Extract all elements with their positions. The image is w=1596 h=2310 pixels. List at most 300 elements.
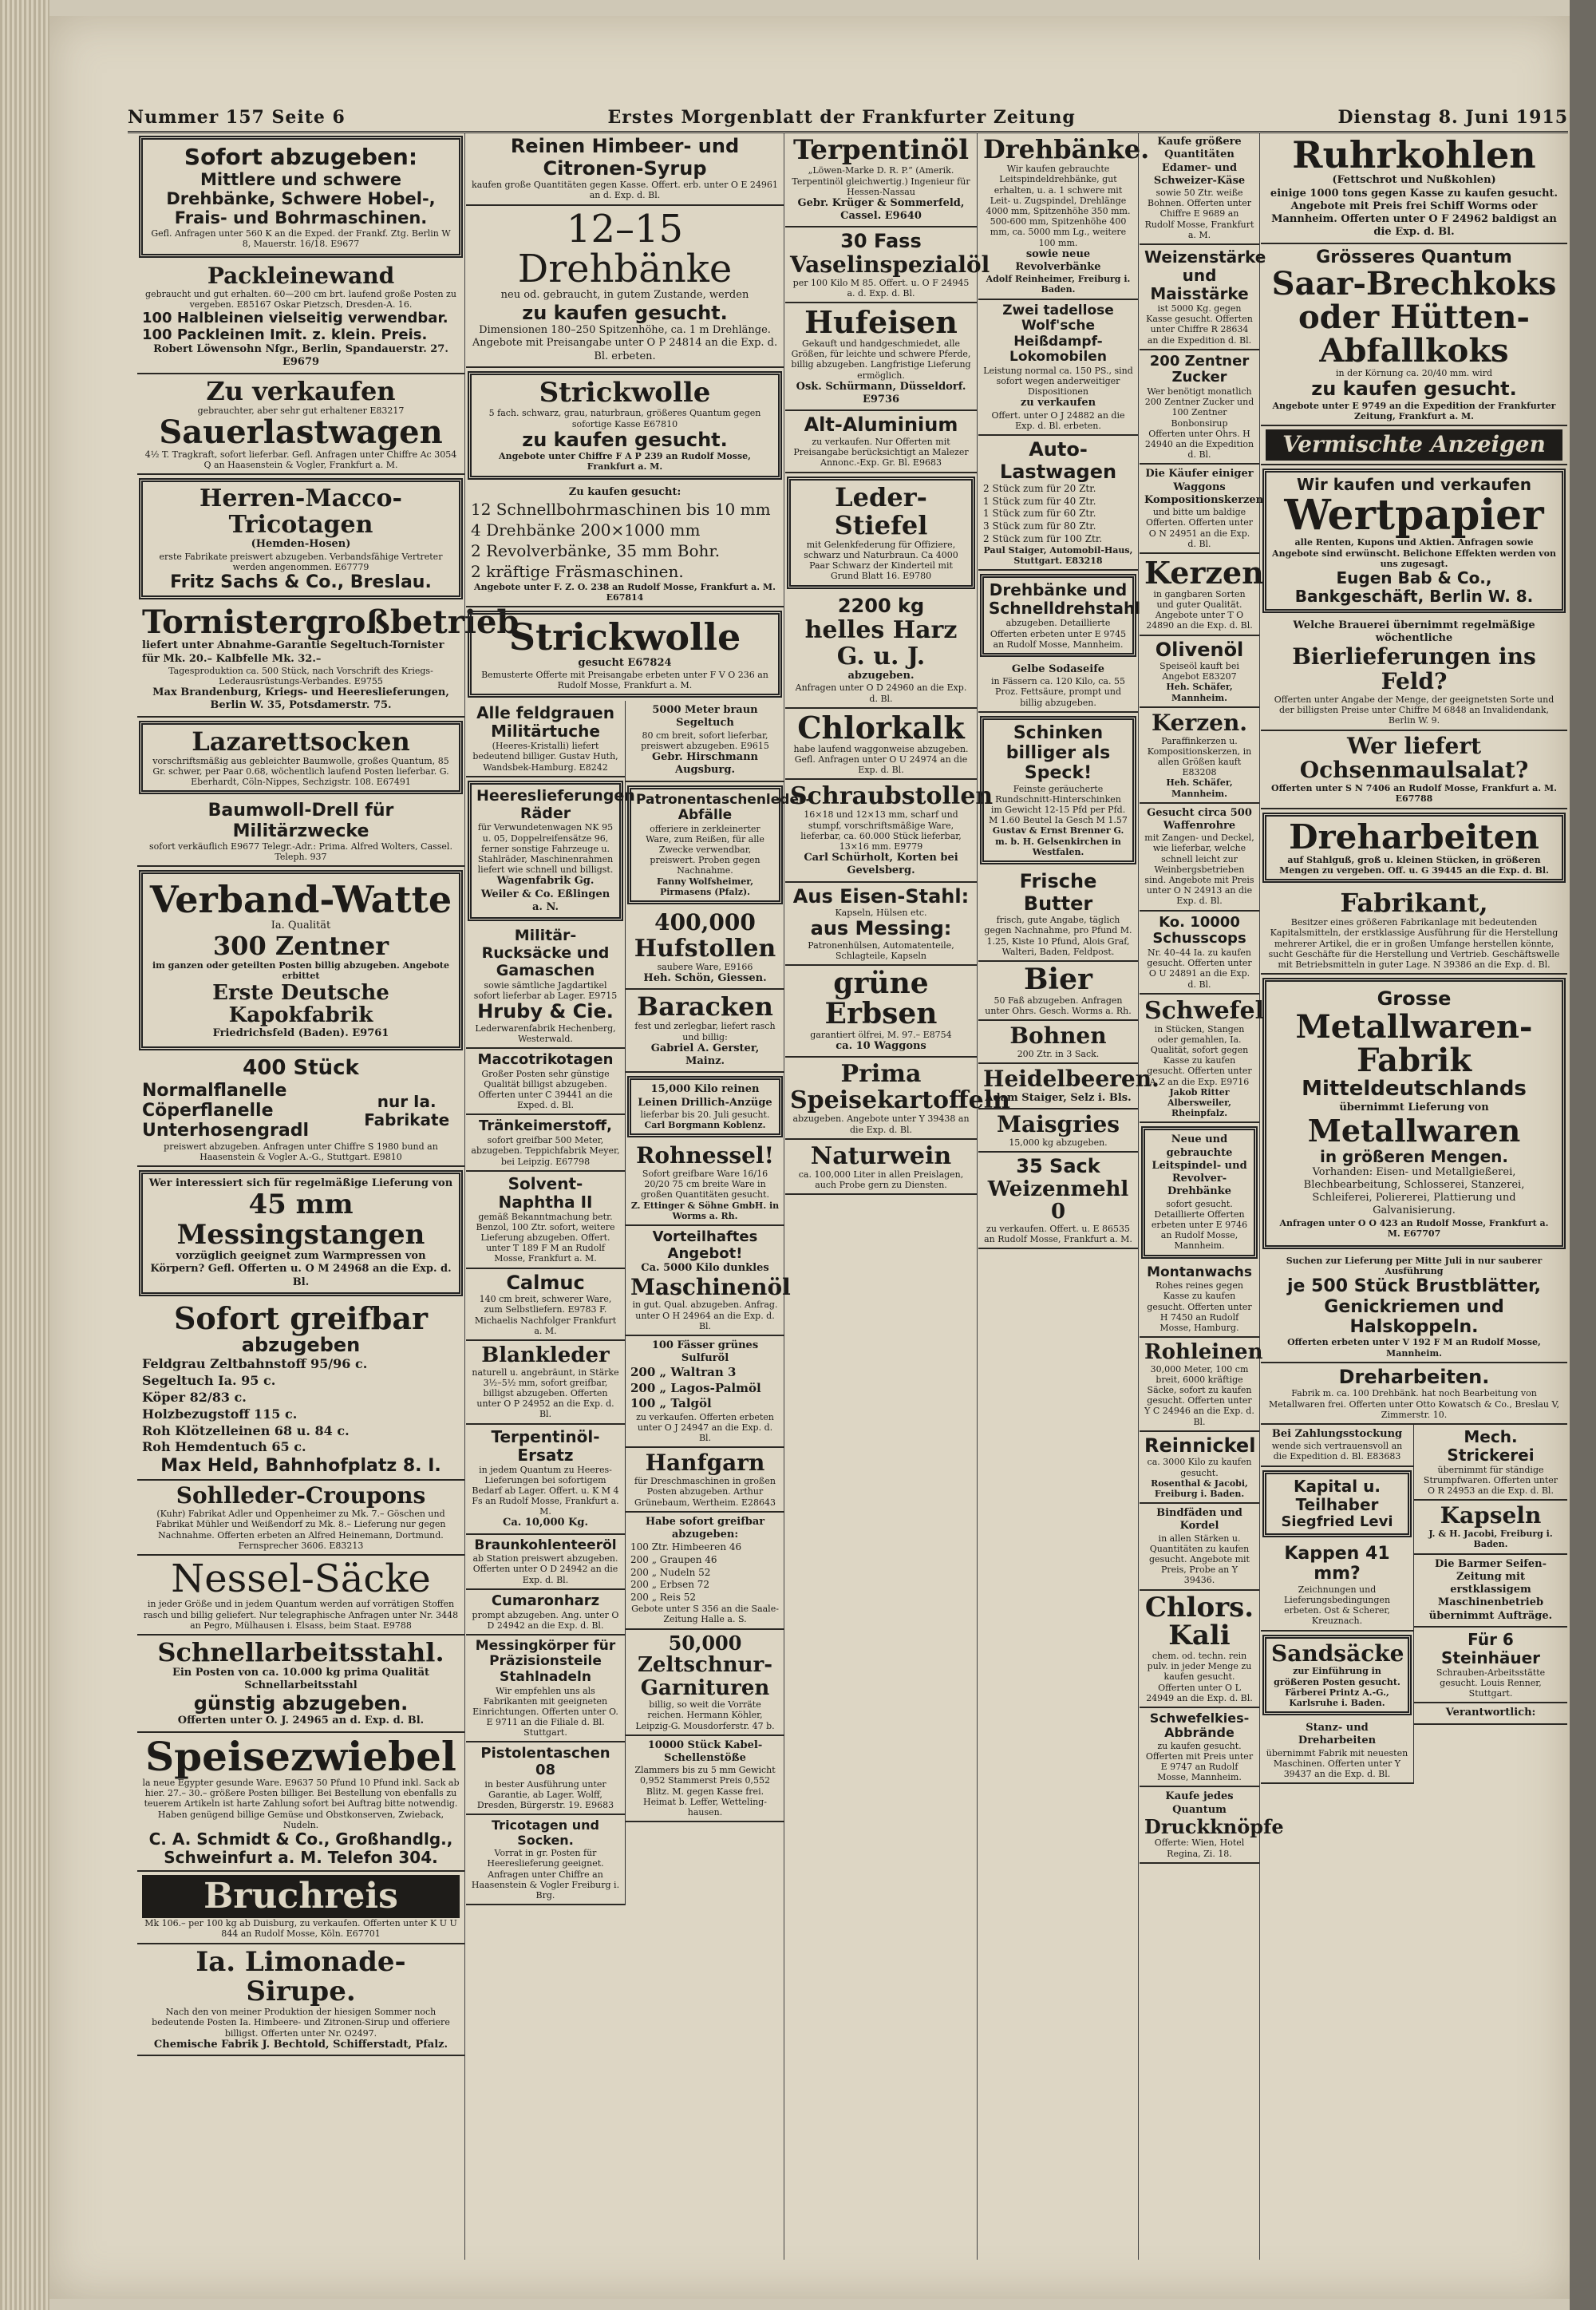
ad-firm: Gabriel A. Gerster, Mainz. — [650, 1042, 760, 1068]
ad-alt-aluminium — [785, 411, 977, 473]
ad-headline: Kaufe jedes Quantum — [1165, 1790, 1234, 1816]
ad-body: 50 Faß abzugeben. Anfragen unter Ohrs. Gesch. Worms a. Rh. — [985, 995, 1132, 1016]
ad-traenkeimerstoff — [466, 1115, 625, 1171]
ad-body: zu verkaufen. Nur Offerten mit Preisangabe berücksichtigt an Malezer Annonc.-Exp. Gr. Bl. E9683 — [793, 436, 969, 469]
ad-headline: Frische Butter — [1019, 870, 1097, 915]
ad-frische-butter — [978, 868, 1138, 962]
ad-bohnen — [978, 1021, 1138, 1064]
ad-maschinenoel — [626, 1226, 791, 1336]
ad-firm: Carl Schürholt, Korten bei Gevelsberg. — [804, 852, 958, 877]
ad-firm: Gustav & Ernst Brenner G. m. b. H. Gelsenkirchen in Westfalen. — [992, 825, 1124, 857]
ad-headline: Für 6 Steinhäuer — [1440, 1629, 1541, 1667]
ad-schwefel — [1140, 995, 1265, 1124]
ad-kapseln — [1414, 1501, 1567, 1554]
ad-headline: Kapseln — [1440, 1502, 1542, 1529]
ad-body: auf Stahlguß, groß u. kleinen Stücken, in größeren Mengen zu vergeben. Off. u. G 39445 an die Exp. d. Bl. — [1279, 854, 1549, 876]
ad-headline: Kerzen — [1144, 554, 1264, 591]
ad-headline: Montanwachs — [1147, 1264, 1252, 1280]
ad-zucker — [1140, 350, 1259, 465]
ad-contact: Robert Löwensohn Nfgr., Berlin, Spandauerstr. 27. E9679 — [153, 343, 448, 369]
ad-baracken — [626, 990, 784, 1073]
ad-bier — [978, 962, 1138, 1021]
ad-militaertuche — [466, 701, 625, 777]
ad-drillich-anzuege — [627, 1076, 783, 1137]
ad-headline: Metallwaren-Fabrik — [1295, 1007, 1533, 1079]
ad-habe-sofort-greifbar — [626, 1513, 784, 1630]
ad-headline: Gelbe Sodaseife — [1011, 663, 1105, 676]
ad-firm: Max Held, Bahnhofplatz 8. I. — [160, 1456, 441, 1477]
ad-body: la neue Egypter gesunde Ware. E9637 50 Pfund 10 Pfund inkl. Sack ab hier. 27.– 30.– größere Posten billiger. Bei Bestellung von ebenfalls zu teuerem Artikeln ist harte Zahlung sofort bei Auftrag bitte notwendig. Haben genügend billige Gemüse und Obstkonserven, Zwieback, Nudeln. — [142, 1778, 460, 1830]
ad-headline: Rohleinen — [1144, 1340, 1263, 1365]
list-item: Holzbezugstoff 115 c. — [142, 1406, 298, 1422]
ad-title: Saar-Brechkoks oder Hütten-Abfallkoks — [1271, 264, 1557, 370]
ad-region: Mitteldeutschlands — [1302, 1076, 1527, 1101]
ad-gruene-erbsen — [785, 966, 977, 1058]
ad-schwefelkies — [1140, 1708, 1259, 1788]
ad-body: 5 fach. schwarz, grau, naturbraun, größeres Quantum gegen sofortige Kasse E67810 — [488, 408, 761, 429]
ad-firm: Fritz Sachs & Co., Breslau. — [170, 572, 432, 593]
ad-title: Maschinenöl — [630, 1273, 791, 1300]
ad-wanted: zu kaufen gesucht. — [522, 301, 728, 324]
ad-headline: Sofort greifbar — [173, 1299, 429, 1336]
ad-headline: Bindfäden und Kordel — [1156, 1507, 1242, 1533]
ad-body: Mittlere und schwere Drehbänke, Schwere Hobel-, Frais- und Bohrmaschinen. — [166, 170, 436, 228]
ad-dreharbeiten — [1262, 813, 1566, 883]
ad-headline: Welche Brauerei übernimmt regelmäßige wöchentliche — [1293, 619, 1535, 645]
ad-headline: Die Käufer einiger Waggons Kompositionskerzen — [1144, 468, 1264, 506]
ad-ochsenmaulsalat — [1261, 731, 1567, 809]
ad-headline: Sohlleder-Croupons — [176, 1482, 426, 1509]
ad-headline: Pistolentaschen 08 — [480, 1745, 610, 1779]
list-item: 200 „ Lagos-Palmöl — [630, 1380, 761, 1395]
ad-headline: helles Harz G. u. J. — [804, 616, 958, 671]
ad-herren-tricotagen — [139, 478, 463, 599]
ad-headline: Auto-Lastwagen — [999, 437, 1117, 483]
ad-quantity: 2200 kg — [837, 594, 925, 617]
ad-brotbeutelstoff — [785, 1058, 1010, 1139]
ad-waffenrohre — [1140, 804, 1259, 912]
ad-firm: Carl Borgmann Koblenz. — [644, 1119, 766, 1130]
list-item: 12 Schnellbohrmaschinen bis 10 mm — [471, 499, 771, 519]
ad-heereslieferungen-raeder — [468, 781, 635, 921]
list-item: 200 „ Erbsen 72 — [630, 1579, 709, 1591]
list-item: 3 Stück zum für 80 Ztr. — [983, 520, 1096, 532]
ad-body: ist 5000 Kg. gegen Kasse gesucht. Offerten unter Chiffre R 28634 an die Expedition d. Bl. — [1146, 303, 1253, 346]
ad-firm: Rosenthal & Jacobi, Freiburg i. Baden. — [1151, 1477, 1248, 1499]
ad-contact: Offerten erbeten unter V 192 F M an Rudolf Mosse, Mannheim. — [1287, 1337, 1541, 1359]
ad-headline: Habe sofort greifbar abzugeben: — [645, 1515, 765, 1541]
ad-sodaseife — [978, 660, 1138, 713]
ad-quantity: Ca. 10,000 Kg. — [502, 1517, 588, 1529]
ad-headline: Leder-Stiefel — [834, 481, 928, 540]
ad-tornister — [137, 603, 519, 717]
ad-quantity: 35 Sack — [1016, 1155, 1100, 1178]
ad-headline: Maccotrikotagen — [477, 1051, 614, 1069]
ad-metallwaren-fabrik — [1262, 978, 1566, 1249]
ad-bruchreis — [137, 1872, 464, 1944]
ad-bierlieferungen — [1261, 616, 1567, 731]
column-6-left — [1261, 1425, 1414, 1784]
section-heading: Vermischte Anzeigen — [1266, 429, 1562, 461]
ad-body: 140 cm breit, schwerer Ware, zum Selbstliefern. E9783 F. Michaelis Nachfolger Frankfurt a. M. — [474, 1294, 617, 1336]
ad-lokomobilen — [978, 300, 1138, 436]
ad-body: zu verkaufen. Offert. u. E 86535 an Rudolf Mosse, Frankfurt a. M. — [984, 1223, 1132, 1245]
ad-body: zu kaufen gesucht. Offerten mit Preis unter E 9747 an Rudolf Mosse, Mannheim. — [1145, 1740, 1254, 1783]
ad-headline: Blankleder — [481, 1343, 610, 1367]
list-item: 200 „ Nudeln 52 — [630, 1566, 711, 1578]
ad-body: in allen Stärken u. Quantitäten zu kaufen gesucht. Angebote mit Preis, Probe an Y 39436. — [1149, 1533, 1250, 1586]
ad-braunkohlenteeroel — [466, 1535, 625, 1590]
ad-headline: Mech. Strickerei — [1447, 1426, 1535, 1465]
ad-lazarettsocken — [139, 721, 463, 795]
ad-zahlungsstockung — [1261, 1425, 1413, 1467]
ad-headline: Wertpapier — [1284, 490, 1544, 540]
ad-naturwein — [785, 1140, 977, 1195]
ad-druckknoepfe — [1140, 1787, 1284, 1863]
ad-headline: Wer liefert Ochsenmaulsalat? — [1299, 732, 1529, 784]
ad-chlorkalk — [785, 709, 977, 780]
ad-body: 4½ T. Tragkraft, sofort lieferbar. Gefl. Anfragen unter Chiffre Ac 3054 Q an Haasenstein & Vogler, Frankfurt a. M. — [144, 449, 457, 471]
ad-body: chem. od. techn. rein pulv. in jeder Menge zu kaufen gesucht. Offerten unter O L 24949 an die Exp. d. Bl. — [1146, 1650, 1253, 1703]
ad-body: übernimmt für ständige Strumpfwaren. Offerten unter O R 24953 an die Exp. d. Bl. — [1423, 1464, 1558, 1497]
list-item: 100 „ Talgöl — [630, 1396, 712, 1411]
ad-packleinewand — [137, 261, 464, 374]
ad-quantity: 30 Fass — [840, 230, 922, 253]
ad-sub: (Hemden-Hosen) — [251, 538, 351, 551]
ad-body: wende sich vertrauensvoll an die Expedition d. Bl. E83683 — [1271, 1441, 1403, 1462]
column-4 — [978, 133, 1159, 2260]
ad-body: liefert unter Abnahme-Garantie Segeltuch-Tornister für Mk. 20.– Kalbfelle Mk. 32.– — [142, 639, 444, 665]
ad-headline: Chlors. Kali — [1144, 1591, 1254, 1652]
ad-rohnessel — [626, 1141, 784, 1226]
ad-firm: Heh. Schäfer, Mannheim. — [1166, 682, 1233, 703]
ad-details: Dimensionen 180–250 Spitzenhöhe, ca. 1 m Drehlänge. Angebote mit Preisangabe unter O P 24814 an die Exp. d. Bl. erbeten. — [472, 324, 778, 362]
ad-firm: Wagenfabrik Gg. Weiler & Co. Eßlingen a. N. — [480, 875, 610, 913]
ad-title: 45 mm Messingstangen — [176, 1189, 425, 1251]
ad-products: Normalflanelle Cöperflanelle Unterhosengradl — [142, 1080, 309, 1141]
ad-body: lieferbar bis 20. Juli gesucht. — [640, 1109, 770, 1120]
ad-contact: Offert. unter O J 24882 an die Exp. d. Bl. erbeten. — [991, 409, 1125, 431]
ad-headline: Tränkeimerstoff, — [479, 1117, 612, 1135]
ad-firm: Heh. Schäfer, Mannheim. — [1166, 777, 1233, 799]
ad-headline: Ia. Limonade-Sirupe. — [196, 1945, 406, 2007]
ad-body: Wir empfehlen uns als Fabrikanten mit geeigneten Einrichtungen. Offerten unter O. E 9711 an die Filiale d. Bl. Stuttgart. — [472, 1685, 618, 1738]
ad-body: „Löwen-Marke D. R. P.“ (Amerik. Terpentinöl gleichwertig.) Ingenieur für Hessen-Nassau — [792, 165, 970, 197]
ad-headline: 12–15 Drehbänke — [517, 206, 733, 291]
ad-militaer-rucksaecke — [466, 924, 625, 1049]
ad-speisezwiebel — [137, 1733, 464, 1872]
ad-sofort-greifbar — [137, 1299, 464, 1481]
ad-headline: Dreharbeiten. — [1338, 1365, 1490, 1388]
imprint-heading: Verantwortlich: — [1445, 1707, 1536, 1719]
ad-body: Rohes reines gegen Kasse zu kaufen gesucht. Offerten unter H 7450 an Rudolf Mosse, Hamburg. — [1147, 1280, 1252, 1333]
ad-body: billig, so weit die Vorräte reichen. Hermann Köhler, Leipzig-G. Mousdorferstr. 47 b. — [635, 1699, 775, 1731]
ad-headline: Packleinewand — [207, 262, 395, 289]
ad-brustblaetter — [1261, 1252, 1567, 1363]
ad-headline: Reinnickel — [1144, 1434, 1256, 1457]
ad-schinken — [980, 716, 1136, 864]
ad-firm: Gebr. Hirschmann Augsburg. — [651, 751, 758, 777]
ad-schraubstollen — [785, 780, 994, 882]
ad-body: Offerte: Wien, Hotel Regina, Zi. 18. — [1154, 1837, 1245, 1859]
ad-body: Zlammers bis zu 5 mm Gewicht 0,952 Stammerst Preis 0,552 Blitz. M. gegen Kasse frei. Heimat b. Leffer, Wetteling-hausen. — [634, 1765, 776, 1818]
ad-truck-list — [983, 483, 1133, 545]
ad-sale: zu verkaufen — [1020, 397, 1096, 409]
ad-contact: Offerten unter Ohrs. H 24940 an die Expedition d. Bl. — [1144, 428, 1254, 461]
ad-headline: Gesucht circa 500 Waffenrohre — [1147, 806, 1252, 833]
ad-contact: Offerten unter O. J. 24965 an d. Exp. d. Bl. — [177, 1715, 425, 1727]
ad-wanted: zu kaufen gesucht. — [522, 428, 728, 451]
ad-headline: Drehbänke und Schnelldrehstahl — [989, 580, 1141, 619]
ad-headline: Tricotagen und Socken. — [492, 1818, 599, 1848]
ad-headline: Weizenstärke und Maisstärke — [1144, 247, 1266, 303]
ad-body: offeriere in zerkleinerter Ware, zum Reißen, für alle Zwecke verwendbar, preiswert. Proben gegen Nachnahme. — [646, 823, 764, 876]
ad-barmer-seifen-zeitung — [1414, 1555, 1567, 1628]
ad-body: 16×18 und 12×13 mm, scharf und stumpf, vorschriftsmäßige Ware, lieferbar, ca. 60.000 Stück lieferbar, 13×16 mm. E9779 — [800, 809, 962, 852]
ad-headline: Zeltschnur-Garnituren — [637, 1653, 773, 1700]
ad-headline: Speisezwiebel — [145, 1732, 456, 1780]
ad-address: Lederwarenfabrik Hechenberg, Westerwald. — [475, 1022, 616, 1044]
ad-headline: Kerzen. — [1151, 709, 1248, 736]
ad-headline: Fabrikant, — [1340, 888, 1488, 919]
ad-contact: Angebote unter E 9749 an die Expedition der Frankfurter Zeitung, Frankfurt a. M. — [1272, 400, 1556, 421]
ad-body: preiswert abzugeben. Anfragen unter Chiffre S 1980 bund an Haasenstein & Vogler A.-G., Stuttgart. E9810 — [164, 1141, 438, 1162]
ad-stanz-dreharbeiten — [1261, 1719, 1413, 1784]
ad-oil-list — [630, 1365, 780, 1412]
list-item: 200 „ Graupen 46 — [630, 1553, 717, 1565]
ad-sub: abzugeben — [241, 1333, 361, 1356]
ad-firm: Chemische Fabrik J. Bechtold, Schifferstadt, Pfalz. — [153, 2038, 448, 2051]
ad-body: vorzüglich geeignet zum Warmpressen von Körpern? Gefl. Offerten u. O M 24968 an die Exp. d. Bl. — [150, 1250, 452, 1288]
ad-body: und bitte um baldige Offerten. Offerten unter O N 24951 an die Exp. d. Bl. — [1145, 507, 1254, 549]
ad-wanted: sowie neue Revolverbänke — [1015, 247, 1101, 273]
column-6-split — [1261, 1425, 1567, 1784]
ad-body: in jedem Quantum zu Heeres-Lieferungen bei sofortigem Bedarf ab Lager. Offert. u. K M 4 Fs an Rudolf Mosse, Frankfurt a. M. — [472, 1464, 619, 1517]
ad-headline: Prima Speisekartoffeln — [790, 1060, 1010, 1115]
ad-headline: Schnellarbeitsstahl. — [157, 1636, 444, 1667]
ad-note: nur Ia. Fabrikate — [364, 1091, 450, 1129]
ad-body: Mk 106.– per 100 kg ab Duisburg, zu verkaufen. Offerten unter K U U 844 an Rudolf Mosse, Köln. E67701 — [144, 1918, 457, 1940]
ad-headline: Drehbänke. — [983, 134, 1150, 164]
ad-firm: Adolf Reinheimer, Freiburg i. Baden. — [986, 274, 1131, 295]
ad-body: für Dreschmaschinen in großen Posten abzugeben. Arthur Grünebaum, Wertheim. E28643 — [634, 1476, 776, 1508]
ad-firm: Hruby & Cie. — [477, 1000, 614, 1023]
ad-terpentinoel-ersatz — [466, 1425, 625, 1535]
ad-headline: Lazarettsocken — [192, 726, 410, 757]
list-item: 200 „ Reis 52 — [630, 1591, 696, 1603]
ad-body: alle Renten, Kupons und Aktien. Anfragen sowie Angebote sind erwünscht. Belichone Effekten werden von uns zugesagt. — [1272, 537, 1556, 569]
ad-weizenmehl — [978, 1153, 1138, 1249]
ad-segeltuch — [626, 701, 784, 781]
ad-contact: Gefl. Anfragen unter 560 K an die Exped. der Frankf. Ztg. Berlin W 8, Mauerstr. 16/18. E9677 — [151, 227, 451, 249]
ad-hanfgarn — [626, 1448, 784, 1512]
newspaper-title: Erstes Morgenblatt der Frankfurter Zeitung — [607, 107, 1076, 128]
ad-sandsaecke — [1262, 1635, 1412, 1716]
section-vermischte-anzeigen — [1261, 426, 1567, 465]
ad-headline: 400 Stück — [243, 1055, 359, 1080]
ad-revolver-drehbaenke — [1141, 1126, 1258, 1258]
list-item: 2 Revolverbänke, 35 mm Bohr. — [471, 540, 721, 560]
ad-body: abzugeben. Angebote unter Y 39438 an die Exp. d. Bl. — [792, 1113, 970, 1135]
ad-body: naturell u. angebräunt, in Stärke 3½–5½ mm, sofort greifbar, billigst abzugeben. Offerten unter O P 24952 an die Exp. d. Bl. — [472, 1367, 619, 1420]
ad-quantity: ca. 10 Waggons — [836, 1040, 926, 1053]
ad-headline: Aus Eisen-Stahl: — [792, 884, 970, 908]
ad-headline: Militär-Rucksäcke und Gamaschen — [481, 927, 610, 979]
ad-headline: Baracken — [637, 991, 773, 1022]
ad-body: übernimmt Fabrik mit neuesten Maschinen. Offerten unter Y 39437 an die Exp. d. Bl. — [1266, 1747, 1408, 1779]
ad-contact: Angebote unter F. Z. O. 238 an Rudolf Mosse, Frankfurt a. M. E67814 — [474, 581, 776, 603]
ad-headline: Vorteilhaftes Angebot! — [652, 1228, 758, 1262]
ad-line: 100 Halbleinen vielseitig verwendbar. — [142, 310, 448, 327]
ad-sohlleder — [137, 1481, 464, 1556]
column-3 — [785, 133, 1010, 2260]
ad-body: Vorrat in gr. Posten für Heereslieferung geeignet. Anfragen unter Chiffre an Haasenstein & Vogler Freiburg i. Brg. — [471, 1848, 620, 1901]
ad-body: (Heeres-Kristalli) liefert bedeutend billiger. Gustav Huth, Wandsbek-Hamburg. E8242 — [472, 741, 618, 773]
ad-weizenstaerke — [1140, 245, 1266, 350]
ad-sub: saubere Ware, E9166 — [657, 961, 753, 972]
ad-quantity: 400,000 — [654, 909, 756, 935]
ad-headline: Terpentinöl — [792, 134, 969, 166]
ad-firm: Jakob Ritter Albersweiler, Rheinpfalz. — [1167, 1086, 1232, 1119]
ad-offer: übernimmt Lieferung von — [1339, 1101, 1489, 1113]
ad-wanted: zu kaufen gesucht. — [1311, 378, 1517, 401]
ad-body: per 100 Kilo M 85. Offert. u. O F 24945 a. d. Exp. d. Bl. — [792, 277, 970, 299]
list-item: Segeltuch Ia. 95 c. — [142, 1373, 276, 1389]
book-binding-edge — [0, 0, 49, 2310]
ad-title: Bierlieferungen ins Feld? — [1292, 643, 1536, 695]
scan-edge — [1570, 0, 1596, 2310]
ad-body: in der Körnung ca. 20/40 mm. wird — [1336, 367, 1492, 378]
column-2 — [466, 133, 812, 2260]
ad-hufeisen — [785, 303, 977, 411]
ad-sulfuroel — [626, 1336, 784, 1449]
ad-headline: Verband-Watte — [149, 878, 452, 922]
ad-headline: Bohnen — [1009, 1022, 1107, 1050]
ad-headline: Dreharbeiten — [1289, 817, 1539, 856]
ad-headline: Nessel-Säcke — [171, 1556, 431, 1602]
ad-blankleder — [466, 1341, 625, 1425]
ad-body: Vorhanden: Eisen- und Metallgießerei, Blechbearbeitung, Schlosserei, Stanzerei, Schleiferei, Poliererei, Plattierung und Galvanisierung. — [1303, 1165, 1525, 1217]
ad-body: Großer Posten sehr günstige Qualität billigst abzugeben. Offerten unter C 39441 an die Exped. d. Bl. — [478, 1068, 613, 1111]
ad-baumwoll-drell — [137, 797, 464, 867]
ad-headline: Schwefel — [1144, 996, 1265, 1025]
ad-body: Offerten unter Angabe der Menge, der geeignetsten Sorte und der billigsten Preise unter Chiffre M 6848 an Invalidendank, Berlin W. 9. — [1274, 694, 1555, 726]
ad-sub: abzugeben. — [847, 670, 915, 682]
ad-limonade-sirupe — [137, 1944, 464, 2057]
ad-leder-stiefel — [787, 477, 975, 589]
ad-headline: Heidelbeeren. — [983, 1066, 1159, 1093]
ad-heidelbeeren — [978, 1064, 1159, 1110]
ad-headline: Rohnessel! — [636, 1142, 774, 1169]
ad-headline: Ko. 10000 Schusscops — [1152, 913, 1246, 947]
ad-body: Speiseöl kauft bei Angebot E83207 — [1159, 661, 1239, 682]
ad-body: sowie 50 Ztr. weiße Bohnen. Offerten unter Chiffre E 9689 an Rudolf Mosse, Frankfurt a. M. — [1144, 188, 1254, 240]
ad-body: Nr. 40–44 Ia. zu kaufen gesucht. Offerten unter O U 24891 an die Exp. d. Bl. — [1147, 947, 1252, 990]
ad-headline: Bei Zahlungsstockung — [1271, 1427, 1403, 1440]
ad-body: kaufen große Quantitäten gegen Kasse. Offert. erb. unter O E 24961 an d. Exp. d. Bl. — [472, 180, 778, 201]
ad-headline: Bier — [1024, 962, 1092, 996]
ad-headline: Hufeisen — [804, 304, 958, 341]
ad-edamer-kaese — [1140, 133, 1259, 245]
ad-sub: Wir kaufen und verkaufen — [1296, 474, 1531, 494]
ad-headline: 10000 Stück Kabel-Schellenstöße — [647, 1738, 763, 1765]
ad-firm: Siegfried Levi — [1281, 1513, 1393, 1530]
ad-headline: Chlorkalk — [797, 709, 965, 746]
ad-body: Besitzer eines größeren Fabrikanlage mit bedeutenden Kapitalsmitteln, der erstklassige Ausführung für die Herstellung mehrerer Artikel, die er in großen Umfange herstellen könnte, sucht Geschäfte für die Herstellung und Vertrieb. Geschäftswelle mit Betriebsmitteln in guter Lage. N 39386 an die Exp. d. Bl. — [1268, 917, 1560, 970]
ad-ruhrkohlen — [1261, 133, 1567, 244]
ad-schnelldrehstahl — [980, 574, 1141, 657]
ad-maccotrikotagen — [466, 1049, 625, 1115]
ad-body: erste Fabrikate preiswert abzugeben. Verbandsfähige Vertreter werden angenommen. E67779 — [159, 551, 443, 572]
ad-headline: Braunkohlenteeröl — [474, 1537, 617, 1553]
ad-headline: Grösseres Quantum — [1316, 247, 1512, 267]
ad-pistolentaschen — [466, 1742, 625, 1815]
ad-quantity: 300 Zentner — [212, 930, 389, 961]
ad-saar-brechkoks — [1261, 244, 1567, 426]
ad-headline: Calmuc — [506, 1271, 585, 1294]
ad-zu-kaufen-gesucht — [466, 483, 784, 608]
list-item: 200 „ Waltran 3 — [630, 1365, 737, 1380]
ad-headline: Hufstollen — [634, 934, 776, 963]
ad-headline: Bruchreis — [142, 1875, 460, 1918]
ad-headline: Patronentaschenleder-Abfälle — [636, 791, 812, 824]
ad-headline: Naturwein — [810, 1141, 952, 1170]
ad-sofort-abzugeben — [139, 136, 463, 258]
ad-body: 30,000 Meter, 100 cm breit, 6000 kräftige Säcke, sofort zu kaufen gesucht. Offerten unter Y C 24946 an die Exp. d. Bl. — [1144, 1363, 1254, 1427]
ad-headline: Schinken billiger als Speck! — [1005, 722, 1111, 784]
ad-sub: (Fettschrot und Nußkohlen) — [1332, 174, 1496, 187]
ad-body: in gut. Qual. abzugeben. Anfrag. unter O H 24964 an die Exp. d. Bl. — [632, 1299, 778, 1331]
ad-solvent-naphtha — [466, 1172, 625, 1269]
ad-sub: gesucht E67824 — [578, 656, 672, 669]
ad-line: 100 Packleinen Imit. z. klein. Preis. — [142, 326, 428, 344]
ad-terpentinoel — [785, 133, 977, 227]
ad-body: Leistung normal ca. 150 PS., sind sofort wegen anderweitiger Dispositionen — [983, 365, 1133, 398]
ad-body: frisch, gute Angabe, täglich gegen Nachnahme, pro Pfund M. 1.25, Kiste 10 Pfund, Alois Graf, Walteri, Baden, Feldpost. — [984, 915, 1132, 957]
ad-messingstangen — [139, 1170, 463, 1296]
list-item: Feldgrau Zeltbahnstoff 95/96 c. — [142, 1356, 368, 1372]
ad-body: in Fässern ca. 120 Kilo, ca. 55 Proz. Fettsäure, prompt und billig abzugeben. — [991, 676, 1125, 708]
ad-body: abzugeben. Detaillierte Offerten erbeten unter E 9745 an Rudolf Mosse, Mannheim. — [990, 618, 1127, 650]
ad-body: Offerten unter S N 7406 an Rudolf Mosse, Frankfurt a. M. E67788 — [1271, 783, 1557, 805]
ad-helles-harz — [785, 592, 977, 709]
ad-headline: Zu kaufen gesucht: — [568, 485, 681, 498]
ad-quantity: in größeren Mengen. — [1320, 1146, 1508, 1166]
ad-headline: Kappen 41 mm? — [1284, 1544, 1390, 1584]
ad-firm: Erste Deutsche Kapokfabrik — [212, 980, 389, 1028]
ad-firm: Max Brandenburg, Kriegs- und Heereslieferungen, Berlin W. 35, Potsdamerstr. 75. — [152, 686, 449, 712]
column-2-split — [466, 701, 812, 1905]
ad-food-list — [630, 1541, 780, 1604]
ad-body: 80 cm breit, sofort lieferbar, preiswert abzugeben. E9615 — [641, 730, 769, 751]
ad-body: ca. 3000 Kilo zu kaufen gesucht. — [1147, 1457, 1252, 1478]
ad-headline: Vaselinspezialöl — [790, 251, 990, 279]
ad-drehbaenke-12-15 — [466, 206, 784, 368]
ad-body: sowie sämtliche Jagdartikel sofort lieferbar ab Lager. E9715 — [473, 979, 618, 1001]
column-2-left — [466, 701, 635, 1905]
ad-firm: C. A. Schmidt & Co., Großhandlg., Schweinfurt a. M. Telefon 304. — [148, 1829, 453, 1867]
ad-body: ab Station preiswert abzugeben. Offerten unter O D 24942 an die Exp. d. Bl. — [472, 1553, 618, 1585]
ad-body: sofort verkäuflich E9677 Telegr.-Adr.: Prima. Alfred Wolters, Cassel. Teleph. 937 — [149, 841, 452, 863]
ad-nessel-saecke — [137, 1556, 464, 1636]
ad-machine-list — [471, 499, 779, 582]
ad-headline: Heereslieferungen Räder — [476, 786, 635, 822]
ad-headline: Zu verkaufen — [206, 375, 396, 406]
ad-headline: Wer interessiert sich für regelmäßige Lieferung von — [148, 1177, 453, 1190]
ad-offer: günstig abzugeben. — [193, 1691, 409, 1715]
ad-headline: grüne Erbsen — [824, 967, 938, 1031]
ad-headline: Suchen zur Lieferung per Mitte Juli in nur sauberer Ausführung — [1286, 1256, 1543, 1277]
